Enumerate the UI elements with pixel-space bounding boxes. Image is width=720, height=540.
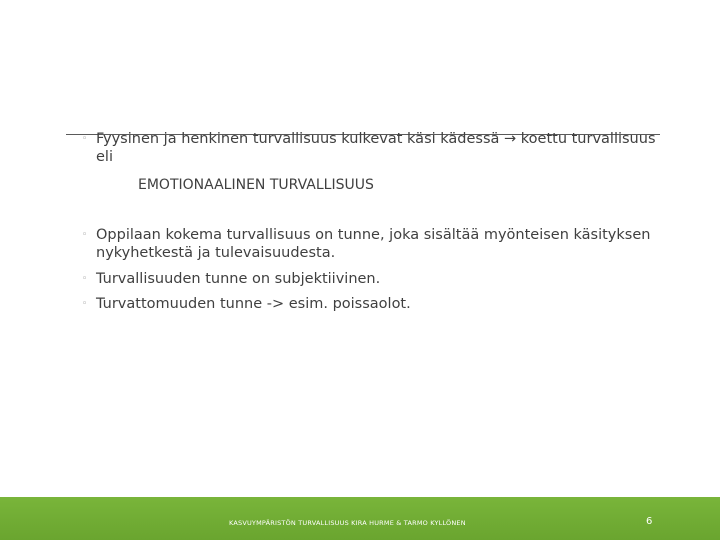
bullet-2-line-1: Oppilaan kokema turvallisuus on tunne, joka sisältää myönteisen käsityksen	[96, 227, 651, 243]
bullet-item-1	[82, 130, 682, 166]
bullet-3-line: Turvallisuuden tunne on subjektiivinen.	[96, 271, 381, 287]
footer-text: KASVUYMPÄRISTÖN TURVALLISUUS KIRA HURME & TARMO KYLLÖNEN	[229, 519, 466, 527]
bullet-4-line: Turvattomuuden tunne -> esim. poissaolot.	[96, 296, 411, 312]
bullet-marker: ◦	[82, 230, 88, 240]
bullet-marker: ◦	[82, 299, 88, 309]
bullet-1-line-2: eli	[96, 149, 113, 165]
bullet-text	[96, 270, 682, 288]
emphasis-heading: EMOTIONAALINEN TURVALLISUUS	[138, 177, 374, 193]
bullet-marker: ◦	[82, 134, 88, 144]
page-number: 6	[646, 516, 653, 527]
bullet-2-line-2: nykyhetkestä ja tulevaisuudesta.	[96, 245, 336, 261]
bullet-item-4	[82, 295, 682, 313]
bullet-text	[96, 226, 682, 262]
bullet-marker: ◦	[82, 274, 88, 284]
bullet-text	[96, 130, 682, 166]
bullet-text	[96, 295, 682, 313]
bullet-item-2	[82, 226, 682, 262]
bullet-1-line-1: Fyysinen ja henkinen turvallisuus kulkevat käsi kädessä → koettu turvallisuus	[96, 131, 656, 147]
bullet-item-3	[82, 270, 682, 288]
